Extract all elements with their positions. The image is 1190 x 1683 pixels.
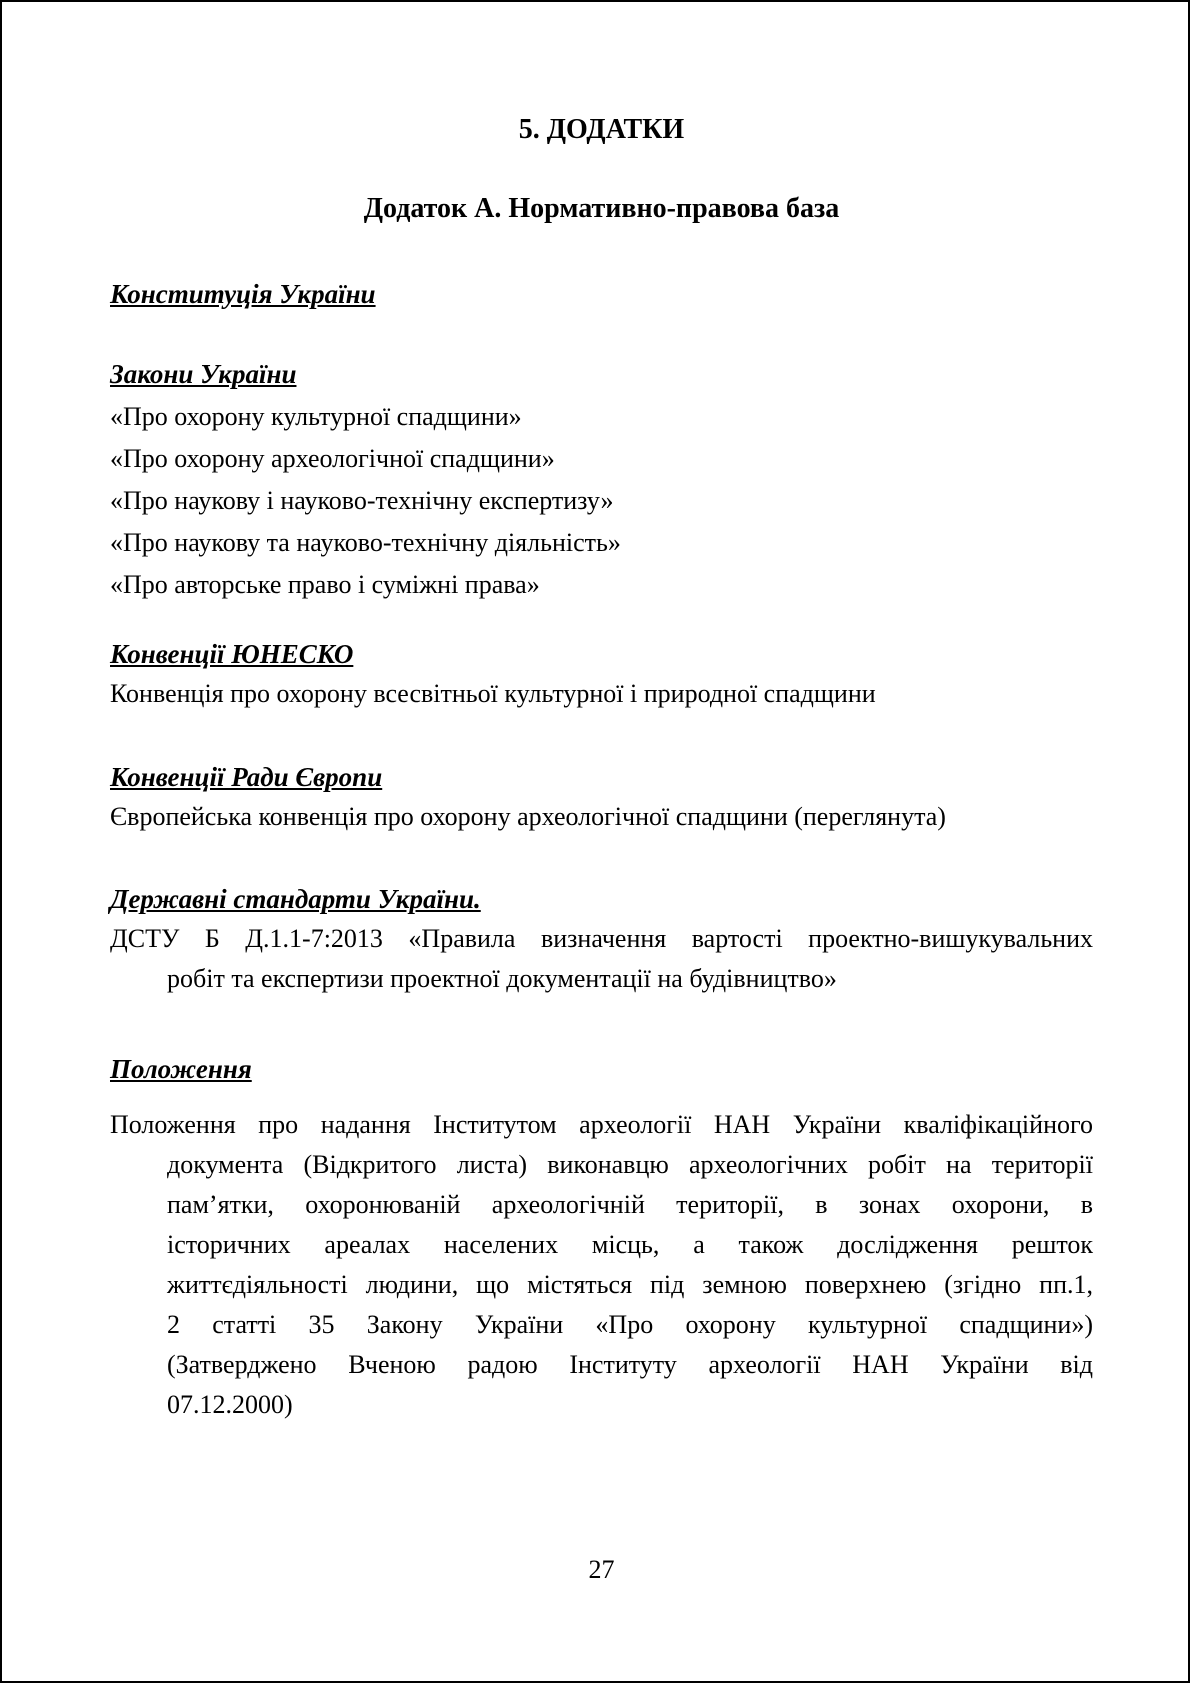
paragraph-line: робіт та експертизи проектної документації на будівництво»	[167, 964, 837, 993]
section-heading-constitution: Конституція України	[110, 279, 376, 309]
appendix-title: Додаток А. Нормативно-правова база	[363, 193, 840, 224]
section-heading-laws: Закони України	[110, 359, 297, 389]
paragraph-line: ДСТУ Б Д.1.1-7:2013 «Правила визначення вартості проектно-вишукувальних	[110, 924, 1093, 953]
paragraph-line: Положення про надання Інститутом археології НАН України кваліфікаційного	[110, 1110, 1093, 1139]
paragraph-line: 07.12.2000)	[167, 1390, 293, 1419]
paragraph-line: історичних ареалах населених місць, а також дослідження решток	[167, 1230, 1093, 1259]
law-list	[110, 396, 1093, 606]
europe-convention-text: Європейська конвенція про охорону археологічної спадщини (переглянута)	[110, 802, 946, 831]
regulations-paragraph	[110, 1105, 1093, 1425]
law-item: «Про наукову та науково-технічну діяльність»	[110, 528, 621, 557]
paragraph-line: документа (Відкритого листа) виконавцю археологічних робіт на території	[167, 1150, 1093, 1179]
paragraph-line: (Затверджено Вченою радою Інституту археології НАН України від	[167, 1350, 1093, 1379]
document-title: 5. ДОДАТКИ	[518, 114, 685, 145]
unesco-convention-text: Конвенція про охорону всесвітньої культурної і природної спадщини	[110, 679, 876, 708]
state-standards-paragraph	[110, 919, 1093, 999]
law-item: «Про охорону археологічної спадщини»	[110, 444, 555, 473]
section-heading-state-standards: Державні стандарти України.	[110, 884, 481, 914]
law-item: «Про авторське право і суміжні права»	[110, 570, 540, 599]
paragraph-line: життєдіяльності людини, що містяться під земною поверхнею (згідно пп.1,	[167, 1270, 1093, 1299]
law-item: «Про охорону культурної спадщини»	[110, 402, 522, 431]
section-heading-council-of-europe: Конвенції Ради Європи	[110, 762, 383, 792]
paragraph-line: 2 статті 35 Закону України «Про охорону культурної спадщини»)	[167, 1310, 1093, 1339]
section-heading-regulations: Положення	[110, 1054, 252, 1084]
page-number: 27	[588, 1555, 615, 1584]
section-heading-unesco: Конвенції ЮНЕСКО	[110, 639, 354, 669]
paragraph-line: пам’ятки, охоронюваній археологічній території, в зонах охорони, в	[167, 1190, 1093, 1219]
law-item: «Про наукову і науково-технічну експертизу»	[110, 486, 614, 515]
page-content	[2, 2, 1188, 1590]
